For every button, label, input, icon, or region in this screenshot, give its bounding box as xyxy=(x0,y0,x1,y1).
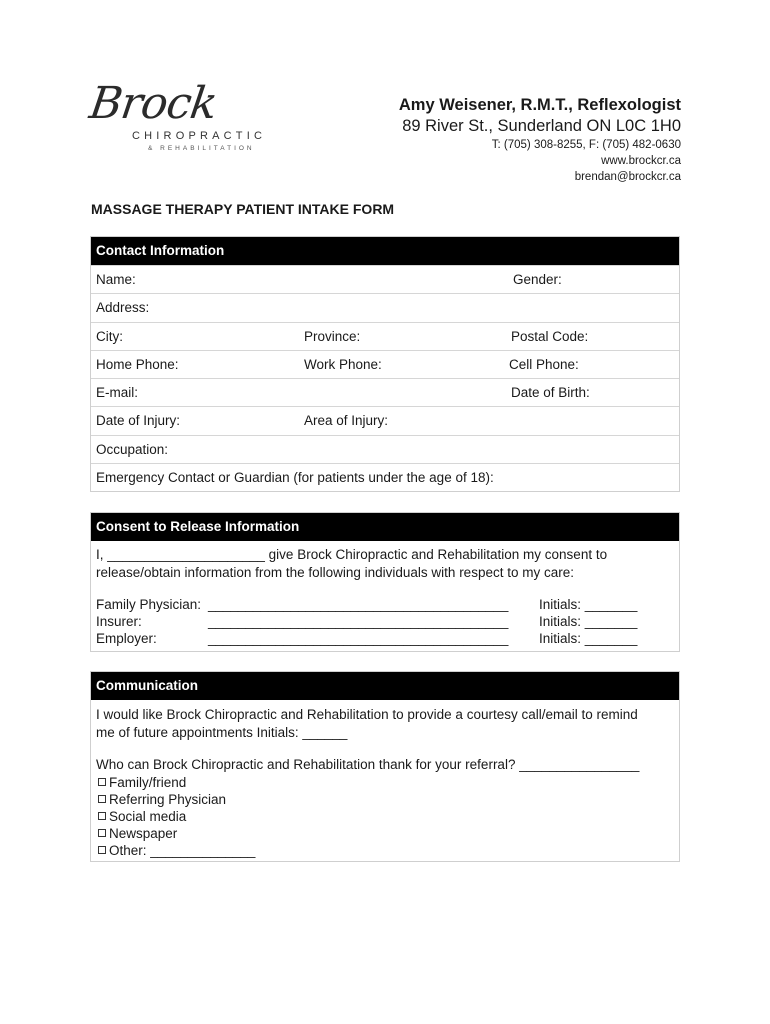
family-physician-blank[interactable]: ________________________________________ xyxy=(208,597,509,612)
date-of-birth-field[interactable]: Date of Birth: xyxy=(511,385,590,401)
referral-options xyxy=(91,774,679,859)
option-other[interactable]: Other: ______________ xyxy=(91,842,679,859)
option-newspaper[interactable]: Newspaper xyxy=(91,825,679,842)
logo-rehabilitation: & REHABILITATION xyxy=(148,145,255,152)
checkbox-icon[interactable] xyxy=(98,846,106,854)
form-row xyxy=(91,406,679,434)
checkbox-icon[interactable] xyxy=(98,795,106,803)
form-row xyxy=(91,265,679,293)
clinic-website[interactable]: www.brockcr.ca xyxy=(601,155,681,167)
cell-phone-field[interactable]: Cell Phone: xyxy=(509,356,579,372)
checkbox-icon[interactable] xyxy=(98,778,106,786)
logo-chiropractic: CHIROPRACTIC xyxy=(132,130,267,142)
consent-statement[interactable]: I, _____________________ give Brock Chiropractic and Rehabilitation my consent to release/obtain information from the following individuals with respect to my care: xyxy=(96,547,608,580)
form-row xyxy=(91,350,679,378)
emergency-contact-field[interactable]: Emergency Contact or Guardian (for patients under the age of 18): xyxy=(96,470,494,486)
clinic-email[interactable]: brendan@brockcr.ca xyxy=(574,171,681,183)
option-referring-physician[interactable]: Referring Physician xyxy=(91,791,679,808)
occupation-field[interactable]: Occupation: xyxy=(96,441,169,457)
address-field[interactable]: Address: xyxy=(96,300,150,316)
employer-blank[interactable]: ________________________________________ xyxy=(208,631,509,646)
reminder-consent[interactable]: I would like Brock Chiropractic and Rehabilitation to provide a courtesy call/email to remind me of future appointments Initials: ______ xyxy=(96,707,638,740)
name-field[interactable]: Name: xyxy=(96,272,136,287)
option-family-friend[interactable]: Family/friend xyxy=(91,774,679,791)
practitioner-contact xyxy=(399,95,681,185)
area-of-injury-field[interactable]: Area of Injury: xyxy=(304,413,389,429)
contact-information-section xyxy=(90,236,680,492)
work-phone-field[interactable]: Work Phone: xyxy=(304,356,382,372)
insurer-blank[interactable]: ________________________________________ xyxy=(208,614,509,629)
form-row xyxy=(91,463,679,491)
insurer-initials[interactable]: Initials: _______ xyxy=(539,614,638,629)
checkbox-icon[interactable] xyxy=(98,829,106,837)
section-heading: Consent to Release Information xyxy=(91,513,679,541)
gender-field[interactable]: Gender: xyxy=(513,272,562,287)
form-row xyxy=(91,435,679,463)
province-field[interactable]: Province: xyxy=(304,328,361,344)
logo-script: Brock xyxy=(86,78,220,129)
postal-code-field[interactable]: Postal Code: xyxy=(511,328,589,344)
employer-label: Employer: xyxy=(96,631,157,646)
date-of-injury-field[interactable]: Date of Injury: xyxy=(96,413,181,429)
option-social-media[interactable]: Social media xyxy=(91,808,679,825)
communication-section xyxy=(90,671,680,862)
section-heading: Communication xyxy=(91,672,679,700)
city-field[interactable]: City: xyxy=(96,328,123,344)
practitioner-name: Amy Weisener, R.M.T., Reflexologist xyxy=(398,96,681,114)
family-physician-label: Family Physician: xyxy=(96,597,202,612)
form-row xyxy=(91,378,679,406)
form-title: MASSAGE THERAPY PATIENT INTAKE FORM xyxy=(91,201,395,217)
family-physician-initials[interactable]: Initials: _______ xyxy=(539,597,638,612)
referral-question[interactable]: Who can Brock Chiropractic and Rehabilitation thank for your referral? ________________ xyxy=(96,757,640,772)
checkbox-icon[interactable] xyxy=(98,812,106,820)
brock-logo xyxy=(86,78,288,156)
employer-initials[interactable]: Initials: _______ xyxy=(539,631,638,646)
form-row xyxy=(91,322,679,350)
section-heading: Contact Information xyxy=(91,237,679,265)
insurer-label: Insurer: xyxy=(96,614,142,629)
consent-contacts xyxy=(91,596,679,647)
home-phone-field[interactable]: Home Phone: xyxy=(96,356,179,372)
clinic-phones: T: (705) 308-8255, F: (705) 482-0630 xyxy=(491,139,681,151)
consent-section xyxy=(90,512,680,652)
clinic-address: 89 River St., Sunderland ON L0C 1H0 xyxy=(402,117,681,135)
form-row xyxy=(91,293,679,321)
email-field[interactable]: E-mail: xyxy=(96,385,139,401)
